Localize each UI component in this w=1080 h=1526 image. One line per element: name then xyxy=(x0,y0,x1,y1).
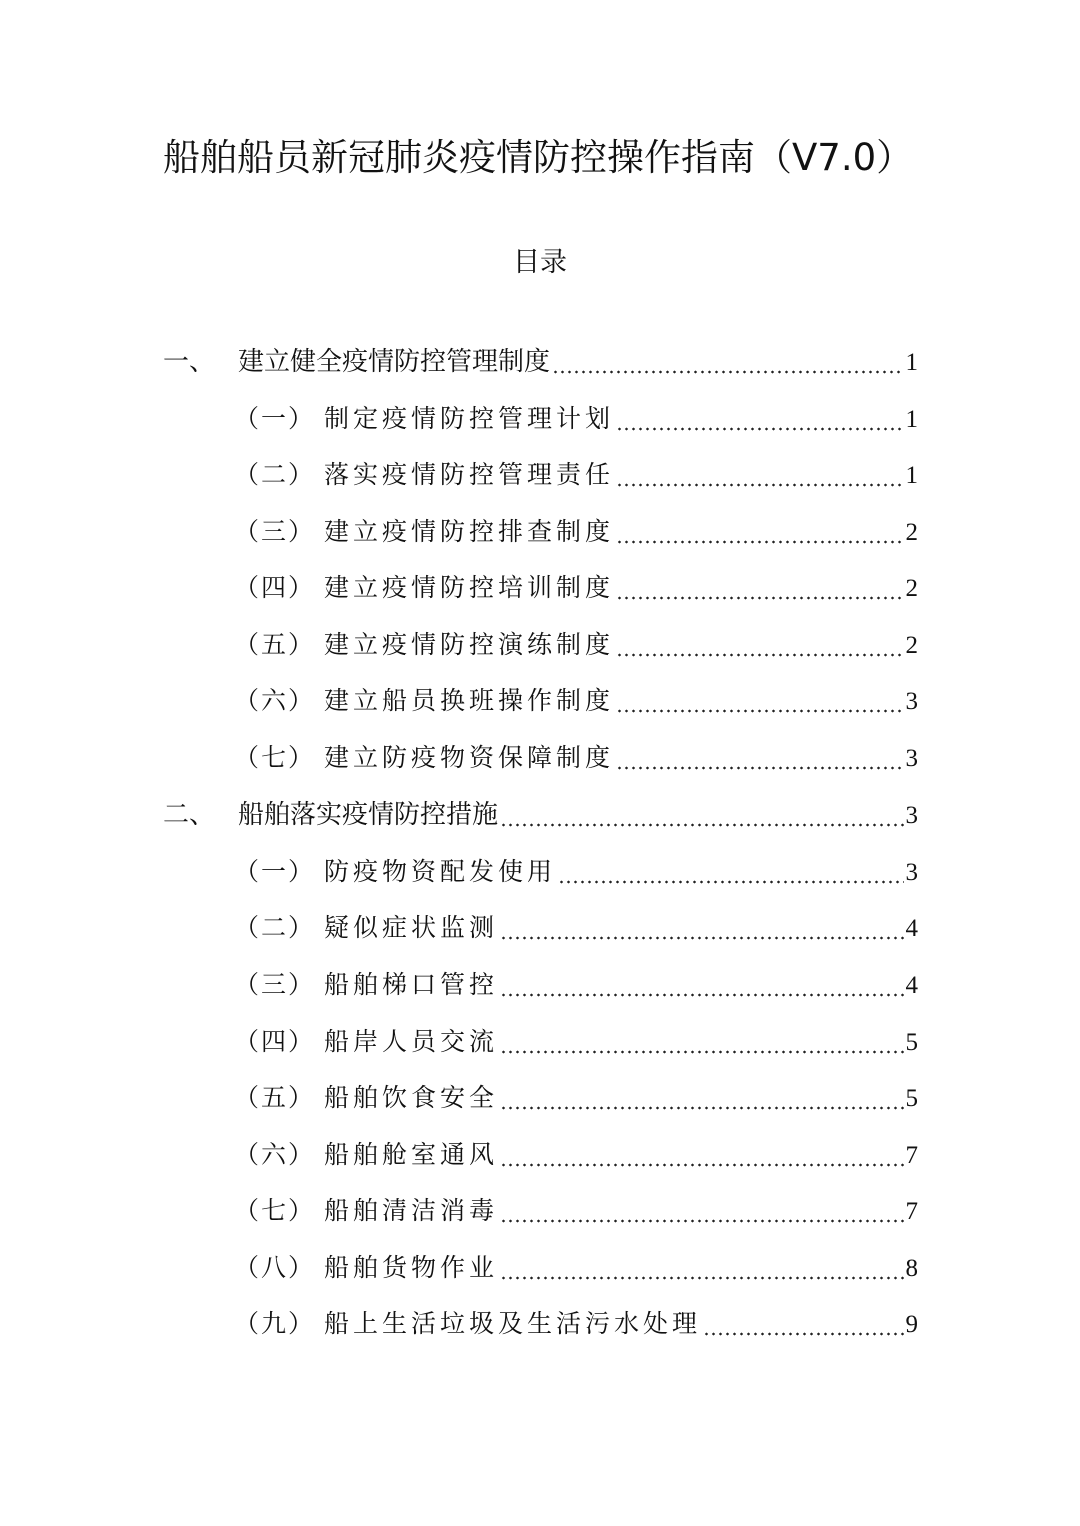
dot-leader xyxy=(616,483,903,487)
toc-entry-number: （八） xyxy=(234,1253,316,1282)
toc-entry-number: （三） xyxy=(234,970,316,999)
dot-leader xyxy=(500,1219,903,1223)
toc-entry-number: 二、 xyxy=(163,800,216,830)
toc-entry-label: 建立疫情防控排查制度 xyxy=(324,517,615,546)
toc-entry-label: 船舶清洁消毒 xyxy=(324,1196,499,1225)
dot-leader xyxy=(500,993,903,997)
dot-leader xyxy=(500,1163,903,1167)
toc-entry-label: 船舶舱室通风 xyxy=(324,1140,499,1169)
toc-entry-page: 1 xyxy=(905,349,918,376)
toc-entry[interactable] xyxy=(0,793,1080,837)
toc-entry-page: 3 xyxy=(905,688,918,715)
toc-entry-number: （二） xyxy=(234,913,316,942)
toc-entry-label: 建立船员换班操作制度 xyxy=(324,686,615,715)
toc-entry-number: 一、 xyxy=(163,347,216,377)
toc-entry-page: 5 xyxy=(905,1085,918,1112)
toc-entry-page: 2 xyxy=(905,575,918,602)
toc-entry[interactable] xyxy=(0,906,1080,950)
toc-entry[interactable] xyxy=(0,510,1080,554)
dot-leader xyxy=(616,596,903,600)
toc-entry[interactable] xyxy=(0,623,1080,667)
dot-leader xyxy=(703,1332,903,1336)
toc-entry-page: 7 xyxy=(905,1142,918,1169)
toc-entry-page: 8 xyxy=(905,1255,918,1282)
toc-entry-page: 5 xyxy=(905,1029,918,1056)
dot-leader xyxy=(500,1050,903,1054)
toc-entry[interactable] xyxy=(0,850,1080,894)
dot-leader xyxy=(616,540,903,544)
toc-entry-page: 3 xyxy=(905,745,918,772)
toc-entry-label: 船上生活垃圾及生活污水处理 xyxy=(324,1309,702,1338)
toc-entry[interactable] xyxy=(0,453,1080,497)
toc-entry[interactable] xyxy=(0,397,1080,441)
toc-entry-label: 疑似症状监测 xyxy=(324,913,499,942)
toc-entry-page: 7 xyxy=(905,1198,918,1225)
toc-entry-number: （二） xyxy=(234,460,316,489)
toc-entry-number: （六） xyxy=(234,686,316,715)
toc-entry-label: 船舶饮食安全 xyxy=(324,1083,499,1112)
toc-entry[interactable] xyxy=(0,1246,1080,1290)
toc-entry-label: 船舶梯口管控 xyxy=(324,970,499,999)
toc-entry-label: 建立健全疫情防控管理制度 xyxy=(238,347,551,377)
toc-entry-label: 建立防疫物资保障制度 xyxy=(324,743,615,772)
toc-entry-number: （五） xyxy=(234,1083,316,1112)
toc-entry-number: （四） xyxy=(234,1027,316,1056)
dot-leader xyxy=(500,936,903,940)
dot-leader xyxy=(500,823,903,827)
document-title: 船舶船员新冠肺炎疫情防控操作指南（V7.0） xyxy=(163,136,914,179)
toc-entry-number: （四） xyxy=(234,573,316,602)
toc-entry[interactable] xyxy=(0,1133,1080,1177)
dot-leader xyxy=(616,709,903,713)
dot-leader xyxy=(616,653,903,657)
toc-entry[interactable] xyxy=(0,340,1080,384)
toc-entry-number: （一） xyxy=(234,857,316,886)
toc-entry-label: 制定疫情防控管理计划 xyxy=(324,404,615,433)
dot-leader xyxy=(616,766,903,770)
toc-entry[interactable] xyxy=(0,736,1080,780)
dot-leader xyxy=(558,880,903,884)
toc-entry-page: 3 xyxy=(905,802,918,829)
toc-entry-page: 1 xyxy=(905,406,918,433)
toc-entry-page: 3 xyxy=(905,859,918,886)
dot-leader xyxy=(616,427,903,431)
toc-entry-number: （一） xyxy=(234,404,316,433)
toc-entry-number: （三） xyxy=(234,517,316,546)
dot-leader xyxy=(552,370,903,374)
toc-entry-label: 船岸人员交流 xyxy=(324,1027,499,1056)
toc-entry-label: 建立疫情防控培训制度 xyxy=(324,573,615,602)
toc-entry-number: （六） xyxy=(234,1140,316,1169)
toc-entry[interactable] xyxy=(0,1020,1080,1064)
toc-entry-page: 2 xyxy=(905,632,918,659)
toc-entry-label: 建立疫情防控演练制度 xyxy=(324,630,615,659)
toc-entry[interactable] xyxy=(0,566,1080,610)
toc-entry-number: （五） xyxy=(234,630,316,659)
toc-entry[interactable] xyxy=(0,1076,1080,1120)
toc-entry-page: 4 xyxy=(905,972,918,999)
toc-entry-label: 船舶货物作业 xyxy=(324,1253,499,1282)
dot-leader xyxy=(500,1106,903,1110)
toc-entry-page: 4 xyxy=(905,915,918,942)
toc-entry[interactable] xyxy=(0,1189,1080,1233)
toc-heading: 目录 xyxy=(513,247,567,278)
toc-entry[interactable] xyxy=(0,963,1080,1007)
toc-entry-number: （七） xyxy=(234,743,316,772)
toc-entry-page: 2 xyxy=(905,519,918,546)
toc-entry-number: （七） xyxy=(234,1196,316,1225)
toc-entry-label: 船舶落实疫情防控措施 xyxy=(238,800,499,830)
toc-entry-page: 9 xyxy=(905,1311,918,1338)
toc-entry-label: 落实疫情防控管理责任 xyxy=(324,460,615,489)
toc-entry[interactable] xyxy=(0,679,1080,723)
dot-leader xyxy=(500,1276,903,1280)
toc-entry-page: 1 xyxy=(905,462,918,489)
toc-entry-label: 防疫物资配发使用 xyxy=(324,857,557,886)
toc-entry[interactable] xyxy=(0,1302,1080,1346)
toc-entry-number: （九） xyxy=(234,1309,316,1338)
